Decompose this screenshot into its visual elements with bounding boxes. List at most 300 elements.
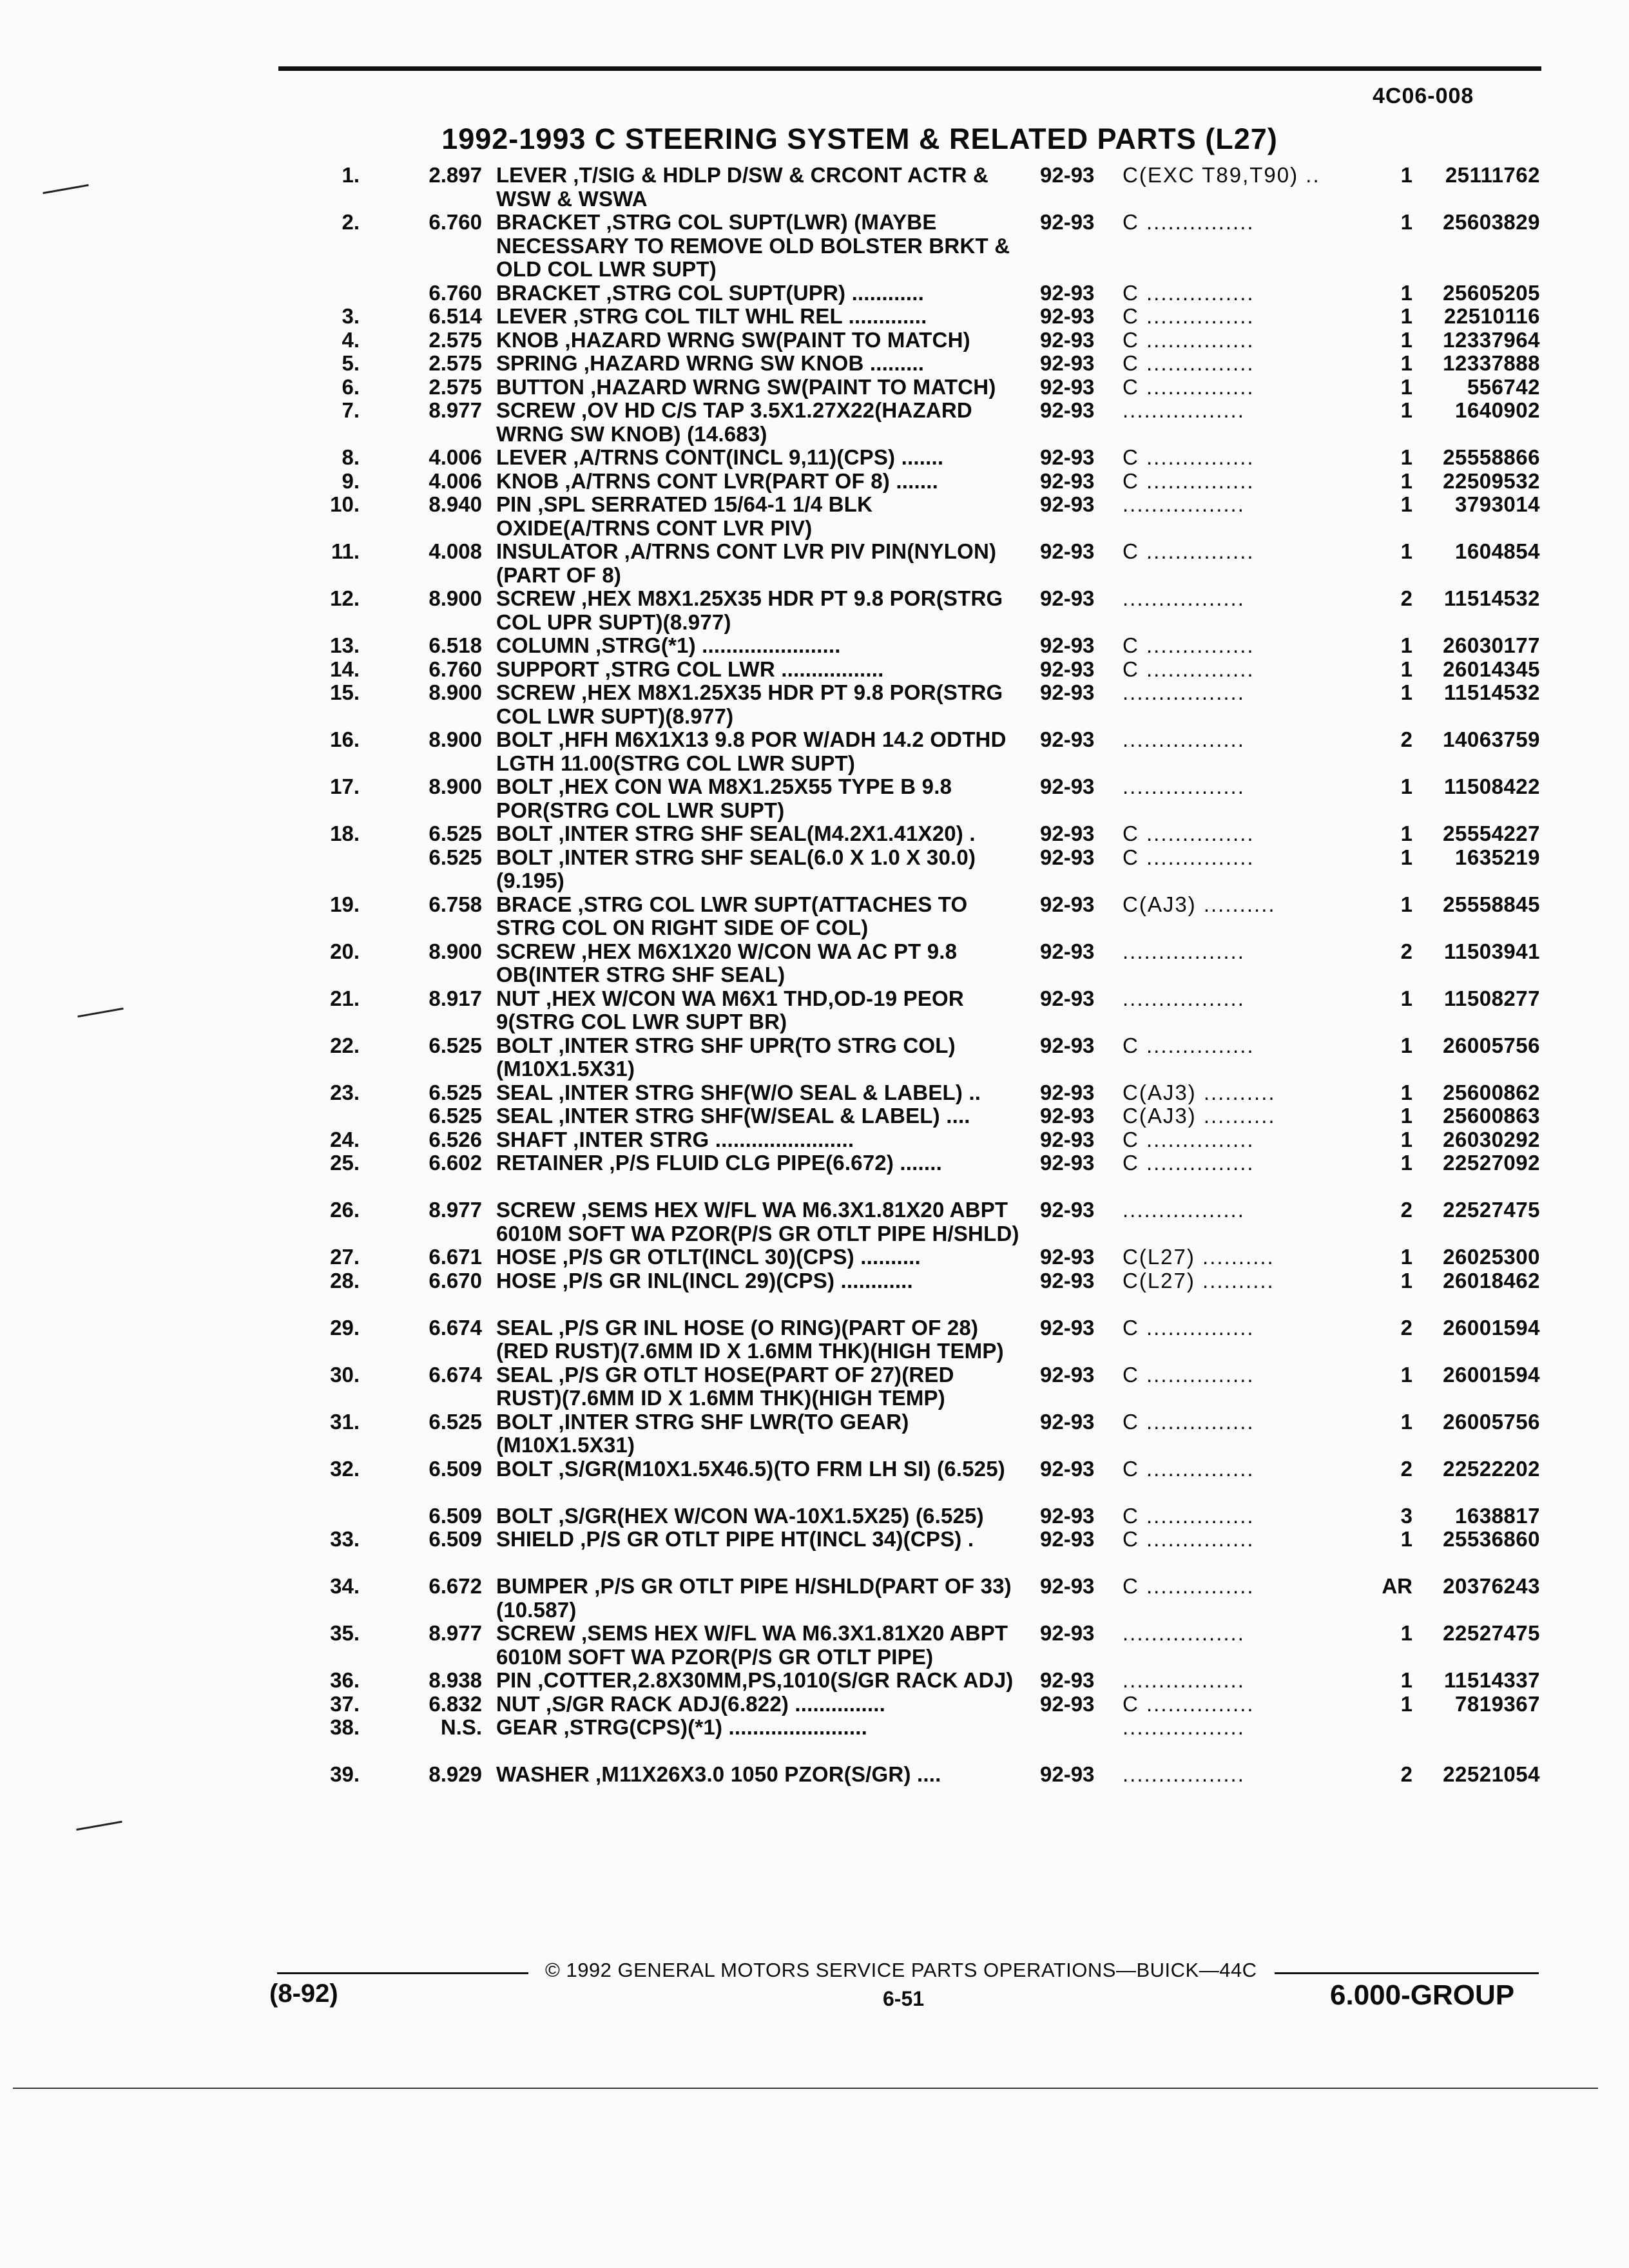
part-number: 11508277 bbox=[1443, 986, 1540, 1010]
part-detail: ,HAZARD WRNG SW(PAINT TO MATCH) bbox=[564, 327, 970, 352]
models: C ............... bbox=[1123, 634, 1255, 657]
part-description bbox=[496, 376, 1025, 399]
top-rule bbox=[278, 66, 1541, 71]
part-number-index: 9. bbox=[342, 468, 360, 493]
part-detail: ,STRG COL TILT WHL REL ............. bbox=[573, 304, 927, 328]
part-detail: ,HEX M8X1.25X35 HDR PT 9.8 POR(STRG COL UPR SUPT)(8.977) bbox=[496, 586, 1003, 634]
part-number-index: 26. bbox=[330, 1198, 360, 1222]
part-detail: ,INTER STRG SHF SEAL(M4.2X1.41X20) . bbox=[558, 822, 976, 845]
figure-ref: 6.525 bbox=[429, 845, 482, 869]
part-description bbox=[496, 1669, 1025, 1693]
part-name: BOLT bbox=[496, 845, 553, 869]
quantity: 1 bbox=[1400, 445, 1412, 469]
part-number-index: 34. bbox=[330, 1574, 360, 1598]
figure-ref: 8.900 bbox=[429, 680, 482, 704]
part-name: BOLT bbox=[496, 822, 553, 845]
part-number: 22527475 bbox=[1443, 1621, 1540, 1645]
part-detail: ,INTER STRG SHF(W/O SEAL & LABEL) .. bbox=[558, 1080, 981, 1104]
part-number: 11514532 bbox=[1443, 586, 1540, 610]
models: C ............... bbox=[1123, 1151, 1255, 1175]
date-code: (8-92) bbox=[269, 1979, 338, 2008]
years: 92-93 bbox=[1040, 845, 1095, 869]
quantity: 1 bbox=[1400, 374, 1412, 399]
quantity: 1 bbox=[1400, 1621, 1412, 1645]
years: 92-93 bbox=[1040, 210, 1095, 234]
models: C ............... bbox=[1123, 1692, 1255, 1716]
part-detail: ,COTTER,2.8X30MM,PS,1010(S/GR RACK ADJ) bbox=[537, 1668, 1014, 1692]
quantity: 1 bbox=[1400, 1033, 1412, 1057]
part-number-index: 35. bbox=[330, 1621, 360, 1645]
figure-ref: 6.671 bbox=[429, 1245, 482, 1269]
part-description bbox=[496, 587, 1025, 634]
years: 92-93 bbox=[1040, 398, 1095, 422]
part-description bbox=[496, 1763, 1025, 1787]
quantity: 1 bbox=[1400, 1127, 1412, 1151]
part-name: BRACE bbox=[496, 892, 572, 916]
figure-ref: 6.832 bbox=[429, 1691, 482, 1716]
years: 92-93 bbox=[1040, 1080, 1095, 1104]
part-description bbox=[496, 1410, 1025, 1457]
footer-rule-left bbox=[277, 1972, 528, 1974]
part-description bbox=[496, 940, 1025, 987]
figure-ref: 6.514 bbox=[429, 304, 482, 328]
part-detail: ,P/S GR OTLT HOSE(PART OF 27)(RED RUST)(7.6MM ID X 1.6MM THK)(HIGH TEMP) bbox=[496, 1362, 954, 1410]
part-number-index: 17. bbox=[330, 774, 360, 798]
quantity: 1 bbox=[1400, 468, 1412, 493]
models: C ............... bbox=[1123, 211, 1255, 234]
part-description bbox=[496, 493, 1025, 540]
part-name: SEAL bbox=[496, 1315, 553, 1340]
figure-ref: 8.938 bbox=[429, 1668, 482, 1692]
part-detail: ,INTER STRG SHF SEAL(6.0 X 1.0 X 30.0) (9.195) bbox=[496, 845, 976, 892]
quantity: 1 bbox=[1400, 210, 1412, 234]
part-number-index: 38. bbox=[330, 1715, 360, 1739]
part-name: KNOB bbox=[496, 327, 559, 352]
part-number: 25603829 bbox=[1443, 210, 1540, 234]
part-detail: ,P/S GR INL HOSE (O RING)(PART OF 28) (RED RUST)(7.6MM ID X 1.6MM THK)(HIGH TEMP) bbox=[496, 1315, 1004, 1363]
part-name: RETAINER bbox=[496, 1151, 604, 1175]
part-description bbox=[496, 1693, 1025, 1716]
figure-ref: 4.006 bbox=[429, 445, 482, 469]
part-number: 25536860 bbox=[1443, 1527, 1540, 1551]
part-name: SPRING bbox=[496, 351, 578, 375]
part-name: BOLT bbox=[496, 1503, 553, 1528]
part-name: KNOB bbox=[496, 468, 559, 493]
figure-ref: 2.897 bbox=[429, 163, 482, 187]
part-detail: ,M11X26X3.0 1050 PZOR(S/GR) .... bbox=[595, 1762, 941, 1786]
part-name: SEAL bbox=[496, 1104, 553, 1128]
models: ................. bbox=[1123, 775, 1245, 798]
part-number: 26025300 bbox=[1443, 1245, 1540, 1269]
part-number-index: 21. bbox=[330, 986, 360, 1010]
part-number: 22527092 bbox=[1443, 1151, 1540, 1175]
bottom-rule bbox=[13, 2088, 1598, 2089]
models: C ............... bbox=[1123, 328, 1255, 352]
part-number-index: 30. bbox=[330, 1362, 360, 1387]
models: C ............... bbox=[1123, 540, 1255, 563]
quantity: 1 bbox=[1400, 1104, 1412, 1128]
part-name: SEAL bbox=[496, 1362, 553, 1387]
part-description bbox=[496, 1104, 1025, 1128]
part-name: SCREW bbox=[496, 939, 575, 963]
part-name: SCREW bbox=[496, 586, 575, 610]
models: ................. bbox=[1123, 986, 1245, 1010]
part-number: 22509532 bbox=[1443, 468, 1540, 493]
models: C ............... bbox=[1123, 657, 1255, 681]
part-number: 11514532 bbox=[1443, 680, 1540, 704]
years: 92-93 bbox=[1040, 1198, 1095, 1222]
part-number-index: 36. bbox=[330, 1668, 360, 1692]
figure-ref: 6.602 bbox=[429, 1151, 482, 1175]
part-number-index: 15. bbox=[330, 680, 360, 704]
part-name: SCREW bbox=[496, 1621, 575, 1645]
years: 92-93 bbox=[1040, 1151, 1095, 1175]
part-description bbox=[496, 1622, 1025, 1669]
models: C ............... bbox=[1123, 375, 1255, 399]
part-number: 22521054 bbox=[1443, 1762, 1540, 1786]
part-detail: ,STRG COL SUPT(UPR) ............ bbox=[606, 280, 924, 305]
models: C ............... bbox=[1123, 1410, 1255, 1434]
quantity: 2 bbox=[1400, 727, 1412, 751]
figure-ref: 6.760 bbox=[429, 657, 482, 681]
years: 92-93 bbox=[1040, 1127, 1095, 1151]
years: 92-93 bbox=[1040, 986, 1095, 1010]
part-detail: ,HAZARD WRNG SW(PAINT TO MATCH) bbox=[590, 374, 996, 399]
part-name: HOSE bbox=[496, 1245, 557, 1269]
part-name: SCREW bbox=[496, 680, 575, 704]
part-number: 25111762 bbox=[1445, 163, 1540, 187]
part-name: BOLT bbox=[496, 1033, 553, 1057]
years: 92-93 bbox=[1040, 892, 1095, 916]
part-detail: ,P/S GR OTLT(INCL 30)(CPS) .......... bbox=[562, 1245, 921, 1269]
part-detail: ,S/GR(M10X1.5X46.5)(TO FRM LH SI) (6.525) bbox=[558, 1456, 1005, 1481]
part-name: BUMPER bbox=[496, 1574, 589, 1598]
years: 92-93 bbox=[1040, 680, 1095, 704]
part-description bbox=[496, 1575, 1025, 1622]
models: C ............... bbox=[1123, 1504, 1255, 1528]
part-number: 26005756 bbox=[1443, 1409, 1540, 1434]
part-description bbox=[496, 1245, 1025, 1269]
part-number-index: 25. bbox=[330, 1151, 360, 1175]
models: ................. bbox=[1123, 587, 1245, 610]
quantity: 1 bbox=[1400, 892, 1412, 916]
part-description bbox=[496, 305, 1025, 329]
models: C ............... bbox=[1123, 1528, 1255, 1551]
group-label: 6.000-GROUP bbox=[1330, 1979, 1515, 2011]
part-number-index: 31. bbox=[330, 1409, 360, 1434]
part-description bbox=[496, 352, 1025, 376]
part-number: 26018462 bbox=[1443, 1268, 1540, 1293]
figure-ref: 6.525 bbox=[429, 1080, 482, 1104]
part-number: 26014345 bbox=[1443, 657, 1540, 681]
part-number-index: 20. bbox=[330, 939, 360, 963]
page-code: 4C06-008 bbox=[1373, 84, 1474, 108]
figure-ref: 6.525 bbox=[429, 822, 482, 845]
models: C ............... bbox=[1123, 305, 1255, 328]
part-number: 26001594 bbox=[1443, 1362, 1540, 1387]
figure-ref: 8.900 bbox=[429, 774, 482, 798]
part-name: HOSE bbox=[496, 1268, 557, 1293]
part-name: COLUMN bbox=[496, 633, 590, 657]
part-name: BRACKET bbox=[496, 210, 601, 234]
figure-ref: 6.525 bbox=[429, 1033, 482, 1057]
part-detail: ,INTER STRG SHF UPR(TO STRG COL) (M10X1.5X31) bbox=[496, 1033, 956, 1081]
part-number-index: 4. bbox=[342, 327, 360, 352]
figure-ref: 6.509 bbox=[429, 1527, 482, 1551]
models: C ............... bbox=[1123, 446, 1255, 469]
years: 92-93 bbox=[1040, 727, 1095, 751]
part-number-index: 14. bbox=[330, 657, 360, 681]
part-detail: ,SPL SERRATED 15/64-1 1/4 BLK OXIDE(A/TRNS CONT LVR PIV) bbox=[496, 492, 873, 540]
part-number-index: 13. bbox=[330, 633, 360, 657]
years: 92-93 bbox=[1040, 1456, 1095, 1481]
years: 92-93 bbox=[1040, 445, 1095, 469]
figure-ref: 8.929 bbox=[429, 1762, 482, 1786]
quantity: 1 bbox=[1400, 539, 1412, 563]
part-detail: ,INTER STRG ....................... bbox=[573, 1127, 854, 1151]
part-name: SUPPORT bbox=[496, 657, 599, 681]
quantity: 1 bbox=[1400, 163, 1412, 187]
figure-ref: 2.575 bbox=[429, 327, 482, 352]
part-number: 25558845 bbox=[1443, 892, 1540, 916]
part-number: 25600862 bbox=[1443, 1080, 1540, 1104]
part-detail: ,P/S GR OTLT PIPE H/SHLD(PART OF 33)(10.587) bbox=[496, 1574, 1012, 1622]
figure-ref: 6.674 bbox=[429, 1362, 482, 1387]
years: 92-93 bbox=[1040, 774, 1095, 798]
models: ................. bbox=[1123, 1716, 1245, 1739]
part-number-index: 7. bbox=[342, 398, 360, 422]
part-name: LEVER bbox=[496, 304, 568, 328]
part-description bbox=[496, 1528, 1025, 1552]
models: C ............... bbox=[1123, 1033, 1255, 1057]
part-name: SCREW bbox=[496, 1198, 575, 1222]
part-description bbox=[496, 846, 1025, 893]
part-number-index: 12. bbox=[330, 586, 360, 610]
part-number-index: 32. bbox=[330, 1456, 360, 1481]
years: 92-93 bbox=[1040, 633, 1095, 657]
part-name: SHAFT bbox=[496, 1127, 567, 1151]
part-detail: ,STRG COL LWR ................. bbox=[604, 657, 884, 681]
models: C ............... bbox=[1123, 1363, 1255, 1387]
part-name: SCREW bbox=[496, 398, 575, 422]
quantity: 1 bbox=[1400, 633, 1412, 657]
figure-ref: 6.758 bbox=[429, 892, 482, 916]
quantity: 1 bbox=[1400, 680, 1412, 704]
figure-ref: 8.900 bbox=[429, 727, 482, 751]
years: 92-93 bbox=[1040, 1268, 1095, 1293]
quantity: 1 bbox=[1400, 1691, 1412, 1716]
part-number: 1638817 bbox=[1455, 1503, 1540, 1528]
quantity: 1 bbox=[1400, 774, 1412, 798]
part-description bbox=[496, 1716, 1025, 1740]
years: 92-93 bbox=[1040, 1104, 1095, 1128]
years: 92-93 bbox=[1040, 280, 1095, 305]
part-number-index: 6. bbox=[342, 374, 360, 399]
part-number-index: 37. bbox=[330, 1691, 360, 1716]
years: 92-93 bbox=[1040, 1574, 1095, 1598]
figure-ref: 8.977 bbox=[429, 398, 482, 422]
quantity: 1 bbox=[1400, 822, 1412, 845]
part-number: 12337964 bbox=[1443, 327, 1540, 352]
part-number: 25600863 bbox=[1443, 1104, 1540, 1128]
quantity: 2 bbox=[1400, 939, 1412, 963]
part-description bbox=[496, 211, 1025, 282]
quantity: 2 bbox=[1400, 1315, 1412, 1340]
part-number-index: 28. bbox=[330, 1268, 360, 1293]
part-name: SHIELD bbox=[496, 1527, 575, 1551]
years: 92-93 bbox=[1040, 1621, 1095, 1645]
years: 92-93 bbox=[1040, 586, 1095, 610]
part-number-index: 16. bbox=[330, 727, 360, 751]
part-number: 11508422 bbox=[1443, 774, 1540, 798]
quantity: 1 bbox=[1400, 1080, 1412, 1104]
years: 92-93 bbox=[1040, 327, 1095, 352]
quantity: 1 bbox=[1400, 986, 1412, 1010]
part-number: 14063759 bbox=[1443, 727, 1540, 751]
years: 92-93 bbox=[1040, 468, 1095, 493]
part-name: LEVER bbox=[496, 163, 568, 187]
part-number-index: 5. bbox=[342, 351, 360, 375]
part-number-index: 8. bbox=[342, 445, 360, 469]
part-number: 11514337 bbox=[1443, 1668, 1540, 1692]
punch-hole-mark bbox=[43, 184, 88, 194]
part-number-index: 3. bbox=[342, 304, 360, 328]
part-detail: ,OV HD C/S TAP 3.5X1.27X22(HAZARD WRNG SW KNOB) (14.683) bbox=[496, 398, 972, 446]
part-number: 12337888 bbox=[1443, 351, 1540, 375]
figure-ref: N.S. bbox=[440, 1715, 482, 1739]
part-detail: ,INTER STRG SHF(W/SEAL & LABEL) .... bbox=[558, 1104, 970, 1128]
models: C ............... bbox=[1123, 822, 1255, 845]
part-name: BRACKET bbox=[496, 280, 601, 305]
part-number: 26030292 bbox=[1443, 1127, 1540, 1151]
quantity: 1 bbox=[1400, 845, 1412, 869]
models: C(AJ3) .......... bbox=[1123, 1081, 1276, 1104]
part-description bbox=[496, 1081, 1025, 1105]
figure-ref: 8.977 bbox=[429, 1198, 482, 1222]
quantity: 2 bbox=[1400, 586, 1412, 610]
copyright-notice: © 1992 GENERAL MOTORS SERVICE PARTS OPERATIONS—BUICK—44C bbox=[545, 1959, 1257, 1981]
figure-ref: 4.006 bbox=[429, 468, 482, 493]
figure-ref: 8.977 bbox=[429, 1621, 482, 1645]
figure-ref: 2.575 bbox=[429, 351, 482, 375]
part-description bbox=[496, 987, 1025, 1034]
part-name: NUT bbox=[496, 1691, 540, 1716]
part-name: BOLT bbox=[496, 727, 553, 751]
years: 92-93 bbox=[1040, 1362, 1095, 1387]
quantity: 1 bbox=[1400, 492, 1412, 516]
part-name: PIN bbox=[496, 492, 532, 516]
part-detail: ,S/GR(HEX W/CON WA-10X1.5X25) (6.525) bbox=[558, 1503, 984, 1528]
models: C ............... bbox=[1123, 1316, 1255, 1340]
part-number-index: 18. bbox=[330, 822, 360, 845]
footer-rule-right bbox=[1275, 1972, 1539, 1974]
years: 92-93 bbox=[1040, 304, 1095, 328]
punch-hole-mark bbox=[77, 1008, 123, 1017]
part-number: 1604854 bbox=[1455, 539, 1540, 563]
part-description bbox=[496, 540, 1025, 587]
part-number: 1635219 bbox=[1455, 845, 1540, 869]
part-number-index: 11. bbox=[331, 539, 360, 563]
part-number: 26005756 bbox=[1443, 1033, 1540, 1057]
quantity: 1 bbox=[1400, 1362, 1412, 1387]
years: 92-93 bbox=[1040, 822, 1095, 845]
part-description bbox=[496, 470, 1025, 494]
models: ................. bbox=[1123, 681, 1245, 704]
part-description bbox=[496, 775, 1025, 822]
part-number-index: 39. bbox=[330, 1762, 360, 1786]
models: C ............... bbox=[1123, 281, 1255, 305]
part-detail: ,HEX M6X1X20 W/CON WA AC PT 9.8 OB(INTER STRG SHF SEAL) bbox=[496, 939, 958, 986]
years: 92-93 bbox=[1040, 539, 1095, 563]
models: C(AJ3) .......... bbox=[1123, 1104, 1276, 1128]
models: C ............... bbox=[1123, 845, 1255, 869]
figure-ref: 6.509 bbox=[429, 1503, 482, 1528]
part-number-index: 22. bbox=[330, 1033, 360, 1057]
part-detail: ,HEX M8X1.25X35 HDR PT 9.8 POR(STRG COL LWR SUPT)(8.977) bbox=[496, 680, 1003, 728]
part-detail: ,P/S GR OTLT PIPE HT(INCL 34)(CPS) . bbox=[580, 1527, 974, 1551]
part-number-index: 2. bbox=[342, 210, 360, 234]
models: C(EXC T89,T90) .. bbox=[1123, 164, 1320, 187]
part-name: GEAR bbox=[496, 1715, 558, 1739]
quantity: 1 bbox=[1400, 280, 1412, 305]
years: 92-93 bbox=[1040, 1527, 1095, 1551]
part-number: 22522202 bbox=[1443, 1456, 1540, 1481]
part-detail: ,SEMS HEX W/FL WA M6.3X1.81X20 ABPT 6010M SOFT WA PZOR(P/S GR OTLT PIPE H/SHLD) bbox=[496, 1198, 1019, 1245]
part-number: 7819367 bbox=[1455, 1691, 1540, 1716]
models: ................. bbox=[1123, 493, 1245, 516]
figure-ref: 2.575 bbox=[429, 374, 482, 399]
part-description bbox=[496, 1151, 1025, 1175]
part-number-index: 27. bbox=[330, 1245, 360, 1269]
years: 92-93 bbox=[1040, 1762, 1095, 1786]
part-number-index: 24. bbox=[330, 1127, 360, 1151]
quantity: 2 bbox=[1400, 1762, 1412, 1786]
figure-ref: 8.900 bbox=[429, 939, 482, 963]
quantity: 3 bbox=[1400, 1503, 1412, 1528]
years: 92-93 bbox=[1040, 1691, 1095, 1716]
models: ................. bbox=[1123, 1622, 1245, 1645]
part-name: LEVER bbox=[496, 445, 568, 469]
part-description bbox=[496, 893, 1025, 940]
part-detail: ,STRG COL LWR SUPT(ATTACHES TO STRG COL ON RIGHT SIDE OF COL) bbox=[496, 892, 968, 939]
part-detail: ,T/SIG & HDLP D/SW & CRCONT ACTR & WSW & WSWA bbox=[496, 163, 988, 211]
part-number: 22527475 bbox=[1443, 1198, 1540, 1222]
part-description bbox=[496, 164, 1025, 211]
part-detail: ,HEX W/CON WA M6X1 THD,OD-19 PEOR 9(STRG COL LWR SUPT BR) bbox=[496, 986, 964, 1033]
years: 92-93 bbox=[1040, 1315, 1095, 1340]
figure-ref: 6.525 bbox=[429, 1409, 482, 1434]
part-name: BUTTON bbox=[496, 374, 584, 399]
part-description bbox=[496, 1504, 1025, 1528]
part-name: SEAL bbox=[496, 1080, 553, 1104]
models: C(AJ3) .......... bbox=[1123, 892, 1276, 916]
part-description bbox=[496, 1034, 1025, 1081]
figure-ref: 6.525 bbox=[429, 1104, 482, 1128]
page-number: 6-51 bbox=[883, 1987, 925, 2010]
figure-ref: 6.674 bbox=[429, 1315, 482, 1340]
models: C ............... bbox=[1123, 1457, 1255, 1481]
quantity: 1 bbox=[1400, 351, 1412, 375]
figure-ref: 8.940 bbox=[429, 492, 482, 516]
part-detail: ,HEX CON WA M8X1.25X55 TYPE B 9.8 POR(STRG COL LWR SUPT) bbox=[496, 774, 952, 822]
part-name: PIN bbox=[496, 1668, 532, 1692]
part-detail: ,A/TRNS CONT LVR PIV PIN(NYLON)(PART OF 8) bbox=[496, 539, 997, 587]
quantity: 2 bbox=[1400, 1198, 1412, 1222]
models: ................. bbox=[1123, 728, 1245, 751]
part-number: 20376243 bbox=[1443, 1574, 1540, 1598]
years: 92-93 bbox=[1040, 351, 1095, 375]
years: 92-93 bbox=[1040, 657, 1095, 681]
